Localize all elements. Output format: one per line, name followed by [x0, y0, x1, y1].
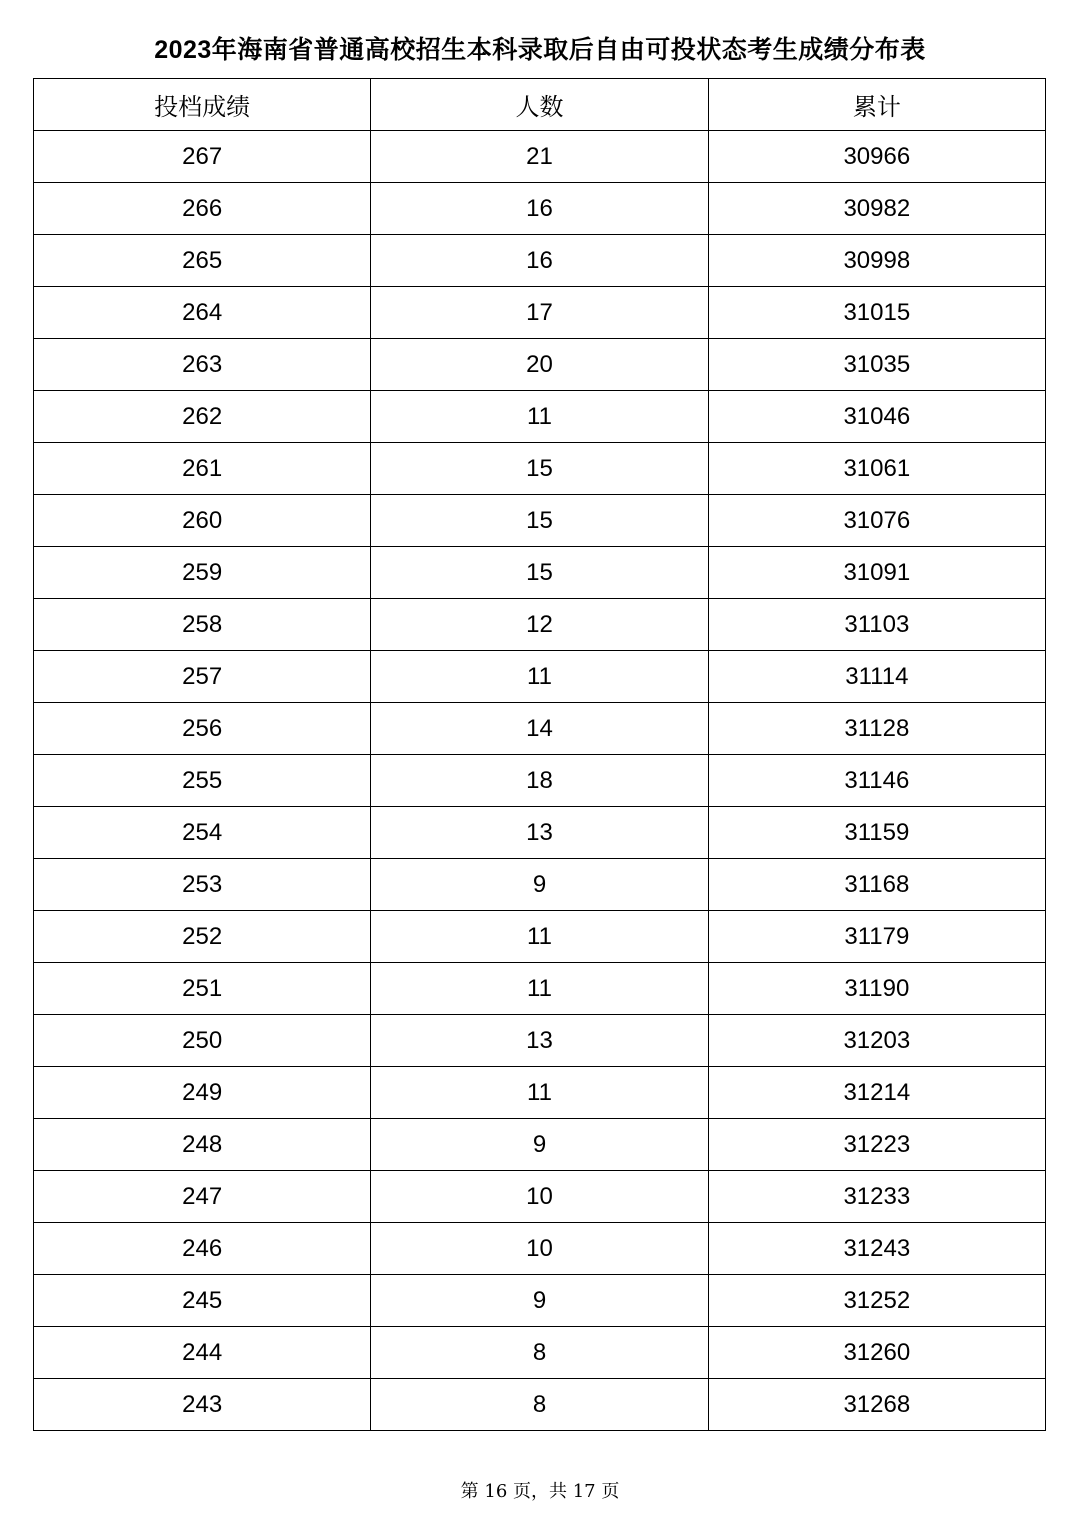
cell-count: 15: [371, 443, 708, 495]
table-row: [34, 391, 1046, 443]
cell-score: 252: [34, 911, 371, 963]
cell-count: 10: [371, 1171, 708, 1223]
cell-score: 254: [34, 807, 371, 859]
cell-score: 267: [34, 131, 371, 183]
cell-count: 15: [371, 547, 708, 599]
cell-count: 8: [371, 1379, 708, 1431]
cell-score: 253: [34, 859, 371, 911]
table-row: [34, 339, 1046, 391]
cell-count: 9: [371, 1275, 708, 1327]
table-row: [34, 443, 1046, 495]
cell-count: 11: [371, 963, 708, 1015]
cell-cumulative: 31091: [708, 547, 1045, 599]
cell-count: 13: [371, 1015, 708, 1067]
cell-cumulative: 31243: [708, 1223, 1045, 1275]
cell-score: 255: [34, 755, 371, 807]
cell-cumulative: 31268: [708, 1379, 1045, 1431]
cell-cumulative: 31179: [708, 911, 1045, 963]
header-count: 人数: [371, 79, 708, 131]
cell-score: 245: [34, 1275, 371, 1327]
cell-score: 263: [34, 339, 371, 391]
cell-score: 244: [34, 1327, 371, 1379]
table-row: [34, 963, 1046, 1015]
cell-cumulative: 31114: [708, 651, 1045, 703]
cell-cumulative: 31168: [708, 859, 1045, 911]
cell-cumulative: 31252: [708, 1275, 1045, 1327]
cell-score: 243: [34, 1379, 371, 1431]
cell-count: 9: [371, 1119, 708, 1171]
cell-cumulative: 31223: [708, 1119, 1045, 1171]
cell-score: 264: [34, 287, 371, 339]
cell-cumulative: 31146: [708, 755, 1045, 807]
cell-count: 11: [371, 391, 708, 443]
table-row: [34, 183, 1046, 235]
cell-cumulative: 31035: [708, 339, 1045, 391]
cell-count: 14: [371, 703, 708, 755]
cell-cumulative: 31046: [708, 391, 1045, 443]
table-row: [34, 495, 1046, 547]
cell-score: 256: [34, 703, 371, 755]
cell-count: 8: [371, 1327, 708, 1379]
cell-count: 11: [371, 911, 708, 963]
cell-score: 259: [34, 547, 371, 599]
table-row: [34, 1171, 1046, 1223]
cell-count: 11: [371, 651, 708, 703]
table-row: [34, 1067, 1046, 1119]
document-title: 2023年海南省普通高校招生本科录取后自由可投状态考生成绩分布表: [154, 36, 926, 64]
cell-count: 16: [371, 235, 708, 287]
cell-cumulative: 31128: [708, 703, 1045, 755]
cell-count: 13: [371, 807, 708, 859]
table-row: [34, 755, 1046, 807]
cell-score: 249: [34, 1067, 371, 1119]
cell-count: 11: [371, 1067, 708, 1119]
header-score: 投档成绩: [34, 79, 371, 131]
cell-score: 265: [34, 235, 371, 287]
cell-score: 248: [34, 1119, 371, 1171]
table-row: [34, 807, 1046, 859]
table-row: [34, 911, 1046, 963]
table-row: [34, 1119, 1046, 1171]
table-row: [34, 599, 1046, 651]
table-row: [34, 1275, 1046, 1327]
cell-score: 262: [34, 391, 371, 443]
cell-cumulative: 30966: [708, 131, 1045, 183]
cell-cumulative: 31203: [708, 1015, 1045, 1067]
cell-cumulative: 31076: [708, 495, 1045, 547]
cell-score: 260: [34, 495, 371, 547]
table-row: [34, 1379, 1046, 1431]
table-row: [34, 1327, 1046, 1379]
cell-count: 12: [371, 599, 708, 651]
cell-cumulative: 31015: [708, 287, 1045, 339]
table-header: [34, 79, 1046, 131]
header-row: [34, 79, 1046, 131]
table-row: [34, 131, 1046, 183]
page-footer: 第 16 页，共 17 页: [460, 1481, 620, 1502]
cell-score: 257: [34, 651, 371, 703]
cell-score: 246: [34, 1223, 371, 1275]
table-row: [34, 1015, 1046, 1067]
cell-count: 20: [371, 339, 708, 391]
cell-count: 18: [371, 755, 708, 807]
cell-cumulative: 31061: [708, 443, 1045, 495]
cell-count: 21: [371, 131, 708, 183]
cell-count: 10: [371, 1223, 708, 1275]
table-row: [34, 235, 1046, 287]
cell-cumulative: 31103: [708, 599, 1045, 651]
cell-cumulative: 31233: [708, 1171, 1045, 1223]
header-cumulative: 累计: [708, 79, 1045, 131]
score-distribution-table: [33, 78, 1046, 1431]
table-row: [34, 547, 1046, 599]
cell-count: 16: [371, 183, 708, 235]
table-row: [34, 859, 1046, 911]
cell-cumulative: 30982: [708, 183, 1045, 235]
cell-score: 258: [34, 599, 371, 651]
cell-cumulative: 31190: [708, 963, 1045, 1015]
cell-cumulative: 31260: [708, 1327, 1045, 1379]
cell-count: 15: [371, 495, 708, 547]
cell-score: 261: [34, 443, 371, 495]
table-row: [34, 703, 1046, 755]
table-row: [34, 287, 1046, 339]
cell-score: 247: [34, 1171, 371, 1223]
cell-score: 251: [34, 963, 371, 1015]
cell-score: 250: [34, 1015, 371, 1067]
table-row: [34, 1223, 1046, 1275]
cell-count: 17: [371, 287, 708, 339]
cell-count: 9: [371, 859, 708, 911]
cell-score: 266: [34, 183, 371, 235]
cell-cumulative: 31159: [708, 807, 1045, 859]
cell-cumulative: 31214: [708, 1067, 1045, 1119]
cell-cumulative: 30998: [708, 235, 1045, 287]
table-row: [34, 651, 1046, 703]
table-body: [34, 131, 1046, 1431]
